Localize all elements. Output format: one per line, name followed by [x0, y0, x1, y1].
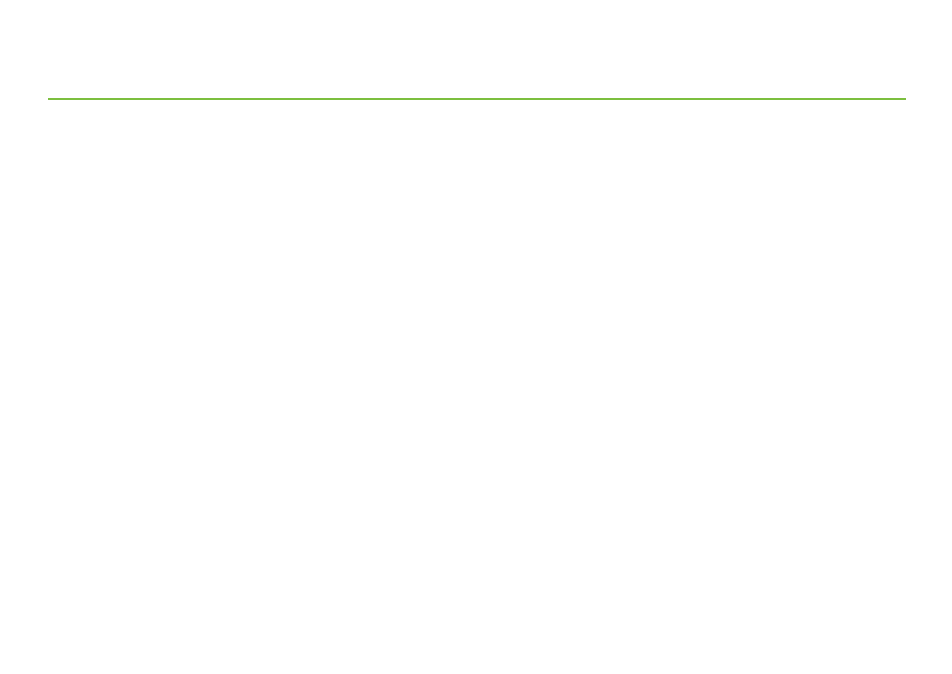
title-rule	[48, 98, 906, 100]
table-header-row	[48, 104, 906, 179]
financial-table	[48, 104, 906, 179]
